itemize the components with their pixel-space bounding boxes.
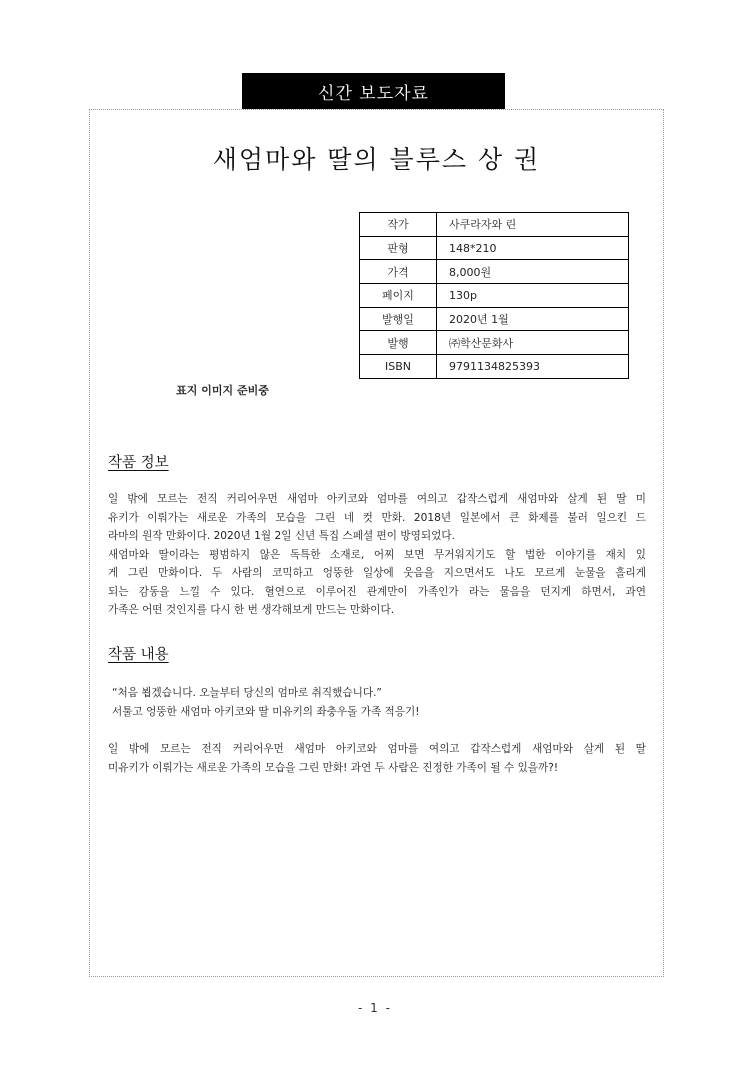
book-info-table xyxy=(359,212,629,379)
book-info-value: 사쿠라자와 린 xyxy=(437,213,629,237)
book-info-value: ㈜학산문화사 xyxy=(437,331,629,355)
paragraph-line: 라마의 원작 만화이다. 2020년 1월 2일 신년 특집 스페셜 편이 방영되었다. xyxy=(108,530,455,542)
paragraph-line: 게 그린 만화이다. 두 사람의 코믹하고 엉뚱한 일상에 웃음을 지으면서도 나도 모르게 눈물을 흘리게 xyxy=(108,567,646,579)
book-info-label: 발행 xyxy=(360,331,437,355)
paragraph-line: 되는 감동을 느낄 수 있다. 혈연으로 이루어진 관계만이 가족인가 라는 물음을 던지게 하면서, 과연 xyxy=(108,585,646,598)
paragraph-line: 새엄마와 딸이라는 평범하지 않은 독특한 소재로, 어찌 보면 무거워지기도 할 법한 이야기를 재치 있 xyxy=(108,548,646,561)
book-info-label: 가격 xyxy=(360,260,437,284)
banner-label: 신간 보도자료 xyxy=(318,83,429,104)
book-info-label: 발행일 xyxy=(360,307,437,331)
section-heading-content: 작품 내용 xyxy=(108,647,169,663)
paragraph-line: 일 밖에 모르는 전직 커리어우먼 새엄마 아키코와 엄마를 여의고 갑작스럽게 새엄마와 살게 된 딸 xyxy=(108,743,646,755)
book-info-label: 페이지 xyxy=(360,284,437,308)
book-info-row xyxy=(360,355,629,379)
book-info-row xyxy=(360,307,629,331)
book-info-row xyxy=(360,260,629,284)
book-info-value: 2020년 1월 xyxy=(437,307,629,331)
book-info-label: 판형 xyxy=(360,236,437,260)
document-title: 새엄마와 딸의 블루스 상 권 xyxy=(212,145,541,174)
press-release-banner xyxy=(242,73,505,109)
cover-image-placeholder: 표지 이미지 준비중 xyxy=(176,384,269,397)
paragraph-line: 일 밖에 모르는 전직 커리어우먼 새엄마 아키코와 엄마를 여의고 갑작스럽게 새엄마와 살게 된 딸 미 xyxy=(108,493,646,505)
book-info-row xyxy=(360,213,629,237)
opening-quote: “처음 뵙겠습니다. 오늘부터 당신의 엄마로 취직했습니다.” xyxy=(112,687,382,699)
page-number: - 1 - xyxy=(358,1001,392,1015)
section-heading-info: 작품 정보 xyxy=(108,455,169,471)
book-info-row xyxy=(360,236,629,260)
book-info-value: 8,000원 xyxy=(437,260,629,284)
paragraph-line: 미유키가 이뤄가는 새로운 가족의 모습을 그린 만화! 과연 두 사람은 진정한 가족이 될 수 있을까?! xyxy=(108,761,559,774)
book-info-label: 작가 xyxy=(360,213,437,237)
book-info-value: 148*210 xyxy=(437,236,629,260)
book-info-row xyxy=(360,284,629,308)
book-info-value: 9791134825393 xyxy=(437,355,629,379)
paragraph-line: 유키가 이뤄가는 새로운 가족의 모습을 그린 네 컷 만화. 2018년 일본에서 큰 화제를 불러 일으킨 드 xyxy=(108,511,646,524)
tagline: 서툴고 엉뚱한 새엄마 아키코와 딸 미유키의 좌충우돌 가족 적응기! xyxy=(112,706,420,718)
work-content-paragraph xyxy=(108,740,646,777)
book-info-row xyxy=(360,331,629,355)
book-info-label: ISBN xyxy=(360,355,437,379)
paragraph-line: 가족은 어떤 것인지를 다시 한 번 생각해보게 만드는 만화이다. xyxy=(108,604,395,616)
book-info-value: 130p xyxy=(437,284,629,308)
work-info-paragraph xyxy=(108,490,646,620)
